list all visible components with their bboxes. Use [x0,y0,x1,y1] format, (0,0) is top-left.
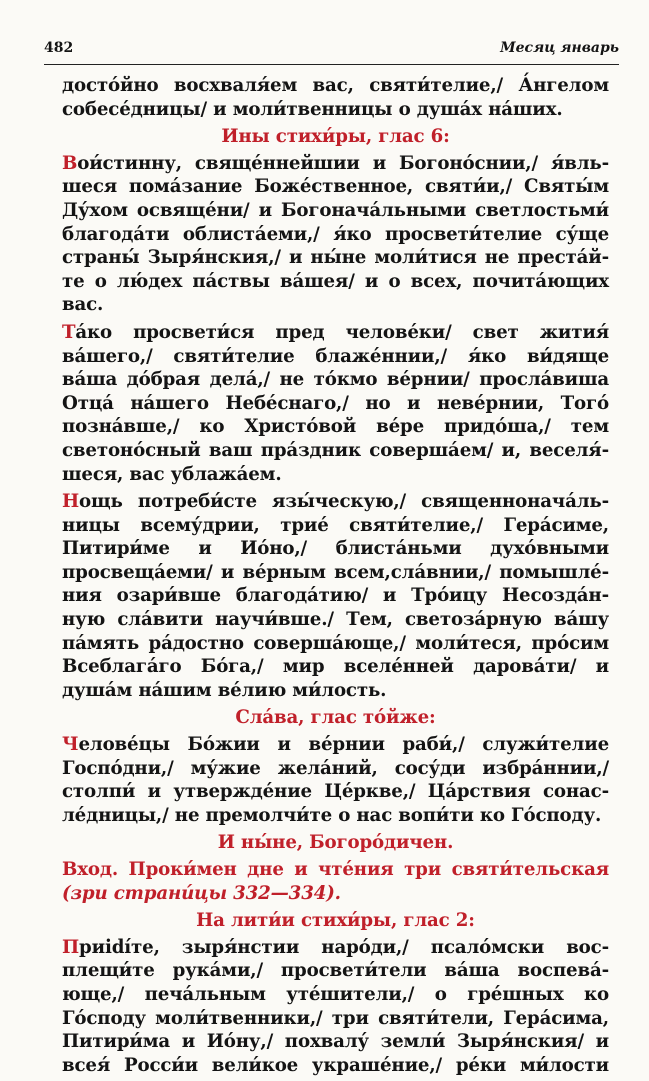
text-line: Всеблага́го Бо́га,/ мир вселе́нней дарова́ти/ и [62,656,609,678]
red-initial-letter: Ч [62,734,79,756]
heading-litiya: На лити́и стихи́ры, глас 2: [196,910,475,932]
page-number: 482 [44,40,74,56]
text-line: юще,/ печа́льным уте́шители,/ о гре́шных ко [62,983,609,1005]
paragraph-intro [62,74,609,121]
text-line: Приidíте, зыря́нстии наро́ди,/ псало́мски вос- [62,936,609,958]
running-head [44,40,619,60]
rubric-line: Вход. Проки́мен дне и чте́ния три святи́тельская [62,859,609,880]
text-line: собесе́дницы/ и моли́твенницы о душа́х на́ших. [62,98,563,120]
text-line: Вои́стинну, свяще́ннейшии и Богоно́снии,/ я́вль- [62,152,609,174]
heading-glory: Сла́ва, глас то́йже: [235,707,436,729]
text-line: Нощь потреби́сте язы́ческую,/ священнонача́ль- [62,491,609,513]
running-title: Месяц январь [500,40,619,56]
text-line: благода́ти облиста́еми,/ я́ко просвети́телие су́ще [62,223,609,245]
header-rule [44,64,619,65]
text-line: просвеща́еми/ и ве́рным всем,сла́внии,/ помышле́- [62,561,609,583]
text-line: ле́дницы,/ не премолчи́те о нас вопи́ти ко Го́споду. [62,804,602,826]
paragraph-4 [62,733,609,827]
paragraph-1 [62,152,609,317]
text-line: вас. [62,294,104,316]
text-line: ную сла́вити научи́вше./ Тем, светоза́рную ва́шу [62,609,609,631]
text-line: душа́м на́шим ве́лию ми́лость. [62,679,387,701]
red-initial-letter: Т [62,321,76,343]
text-line: Та́ко просвети́ся пред челове́ки/ свет жития́ [62,321,609,343]
text-line: светоно́сный ваш пра́здник соверша́ем/ и, веселя́- [62,439,609,461]
text-line: те о лю́дех па́ствы ва́шея/ и о всех, почита́ющих [62,270,609,292]
rubric-reference: (зри страни́цы 332—334). [62,882,341,904]
text-line: плещи́те рука́ми,/ просвети́тели ва́ша воспева́- [62,960,609,982]
text-line: Отца́ на́шего Небе́снаго,/ но и неве́рнии, Того́ [62,392,609,414]
text-line: ва́шего,/ святи́телие блаже́ннии,/ я́ко ви́дяще [62,345,609,367]
page-body [62,74,609,1081]
text-line: Го́споду моли́твенники,/ три святи́тели, Гера́сима, [62,1007,609,1029]
paragraph-2 [62,321,609,486]
text-line: позна́вше,/ ко Христо́вой ве́ре придо́ша,/ тем [62,416,609,438]
text-line: всея́ Росси́и вели́кое украше́ние,/ ре́ки ми́лости [62,1054,609,1076]
text-line: ва́ша до́брая дела́,/ не то́кмо ве́рнии/ просла́виша [62,369,609,391]
text-line: страны́ Зыря́нския,/ и ны́не моли́тися не преста́й- [62,247,609,269]
red-initial-letter: В [62,152,78,174]
text-line: па́мять ра́достно соверша́юще,/ моли́теся, про́сим [62,632,609,654]
text-line: шеся пома́зание Боже́ственное, святи́и,/ Святы́м [62,176,609,198]
text-line: столпи́ и утвержде́ние Це́ркве,/ Ца́рствия сонас- [62,781,609,803]
text-line: ницы всему́дрии, трие́ святи́телие,/ Гера́симе, [62,514,609,536]
text-line: Питири́ма и Ио́ну,/ похвалу́ земли́ Зыря́нския/ и [62,1031,609,1053]
heading-stichera-tone6: Ины стихи́ры, глас 6: [221,126,450,148]
heading-theotokion: И ны́не, Богоро́дичен. [217,832,454,854]
red-initial-letter: Н [62,491,80,513]
text-line: Челове́цы Бо́жии и ве́рнии раби́,/ служи́телие [62,734,609,756]
text-line: Госпо́дни,/ му́жие жела́ний, сосу́ди избра́ннии,/ [62,757,609,779]
paragraph-5 [62,936,609,1078]
paragraph-3 [62,490,609,702]
text-line: ния озари́вше благода́тию/ и Тро́ицу Несозда́н- [62,585,609,607]
rubric [62,858,609,905]
red-initial-letter: П [62,936,80,958]
text-line: досто́йно восхваля́ем вас, святи́телие,/ А́нгелом [62,75,609,96]
text-line: шеся, вас ублажа́ем. [62,463,282,485]
text-line: Ду́хом освяще́ни/ и Богонача́льными светлостьми́ [62,199,609,221]
text-line: Питири́ме и Ио́но,/ блиста́ньми духо́вными [62,538,609,560]
